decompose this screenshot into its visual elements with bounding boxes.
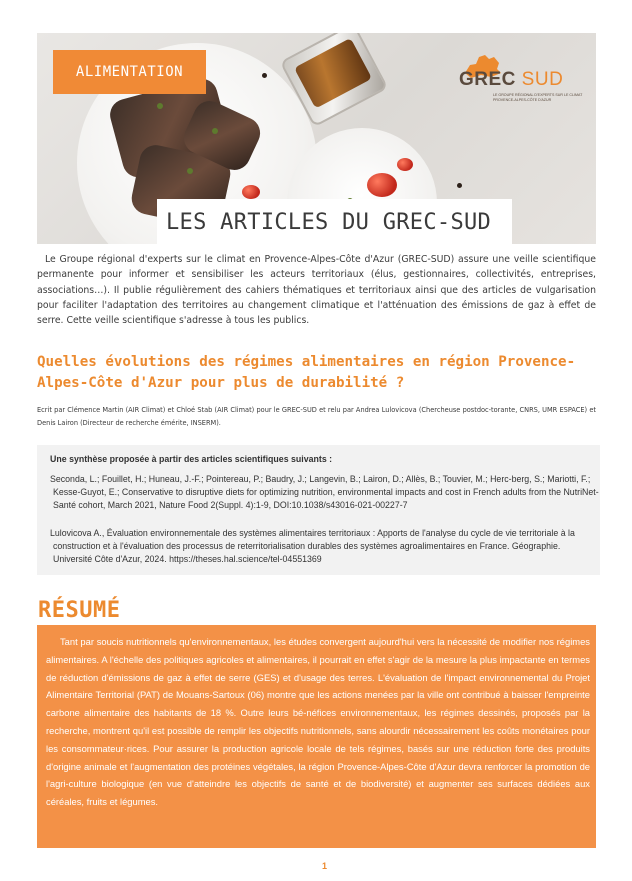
grec-sud-logo [455, 45, 583, 105]
authors-line: Ecrit par Clémence Martin (AIR Climat) et Chloé Stab (AIR Climat) pour le GREC-SUD et relu par Andrea Lulovicova (Chercheuse postdoc-torante, CNRS, UMR ESPACE) et Denis Lairon (Directeur de recherche émérite, INSERM). [37, 406, 596, 427]
page-number: 1 [322, 861, 328, 871]
category-tag: ALIMENTATION [53, 50, 206, 94]
reference-item: Seconda, L.; Fouillet, H.; Huneau, J.-F.; Pointereau, P.; Baudry, J.; Langevin, B.; Lairon, D.; Allès, B.; Touvier, M.; Herc-berg, S.; Mariotti, F.; Kesse-Guyot, E.; Conservative to disruptive diets for optimizing nutrition, environmental impacts and cost in French adults from the NutriNet-Santé cohort, March 2021, Nature Food 2(Suppl. 4):1-9, DOI:10.1038/s43016-021-00227-7 [50, 474, 599, 510]
article-title: Quelles évolutions des régimes alimentaires en région Provence-Alpes-Côte d'Azur pour plus de durabilité ? [37, 354, 576, 391]
logo-wordmark: GREC SUD [459, 69, 564, 90]
page-title: LES ARTICLES DU GREC-SUD [166, 210, 492, 235]
logo-tagline: LE GROUPE RÉGIONAL D'EXPERTS SUR LE CLIMAT PROVENCE-ALPES-CÔTE D'AZUR [493, 93, 583, 102]
references-box [37, 445, 600, 575]
reference-item: Lulovicova A., Évaluation environnementale des systèmes alimentaires territoriaux : Apports de l'analyse du cycle de vie territoriale à la construction et à l'évaluation des processus de reterritorialisation durables des systèmes agroalimentaires en France. Géographie. Université Côte d'Azur, 2024. https://theses.hal.science/tel-04551369 [50, 528, 575, 564]
references-heading: Une synthèse proposée à partir des articles scientifiques suivants : [50, 454, 333, 464]
resume-heading: RÉSUMÉ [38, 598, 121, 623]
tomato [397, 158, 413, 171]
resume-text: Tant par soucis nutritionnels qu'environnementaux, les études convergent aujourd'hui vers la nécessité de modifier nos régimes alimentaires. A l'échelle des politiques agricoles et alimentaires, il pourrait en effet s'agir de la mesure la plus impactante en termes de réduction d'émissions de gaz à effet de serre (GES) et d'usage des terres. L'évaluation de l'impact environnemental du Projet Alimentaire Territorial (PAT) de Mouans-Sartoux (06) montre que les actions menées par la ville ont contribué à baisser l'empreinte carbone alimentaire des habitants de 18 %. Outre leurs bé-néfices environnementaux, les régimes dessinés, proposés par la recherche, montrent qu'il est possible de remplir les objectifs nutritionnels, sans alourdir nécessairement les coûts monétaires pour les consommateur·rices. Pour assurer la production agricole locale de tels régimes, basés sur une réduction forte des produits d'origine animale et l'augmentation des protéines végétales, la région Provence-Alpes-Côte d'Azur devra renforcer la promotion de l'agri-culture biologique (en vue d'atteindre les objectifs de santé et de biodiversité) et augmenter ses surfaces dédiées aux céréales, fruits et légumes. [46, 636, 590, 808]
tomato [367, 173, 397, 197]
intro-paragraph: Le Groupe régional d'experts sur le climat en Provence-Alpes-Côte d'Azur (GREC-SUD) assure une veille scientifique permanente pour informer et sensibiliser les acteurs territoriaux (élus, gestionnaires, collectivités, entreprises, associations…). Il publie régulièrement des cahiers thématiques et territoriaux ainsi que des articles de vulgarisation pour faciliter l'adaptation des territoires au changement climatique et l'atténuation des émissions de gaz à effet de serre. Cette veille scientifique s'adresse à tous les publics. [37, 254, 596, 327]
tomato [242, 185, 260, 199]
resume-box [37, 625, 596, 848]
